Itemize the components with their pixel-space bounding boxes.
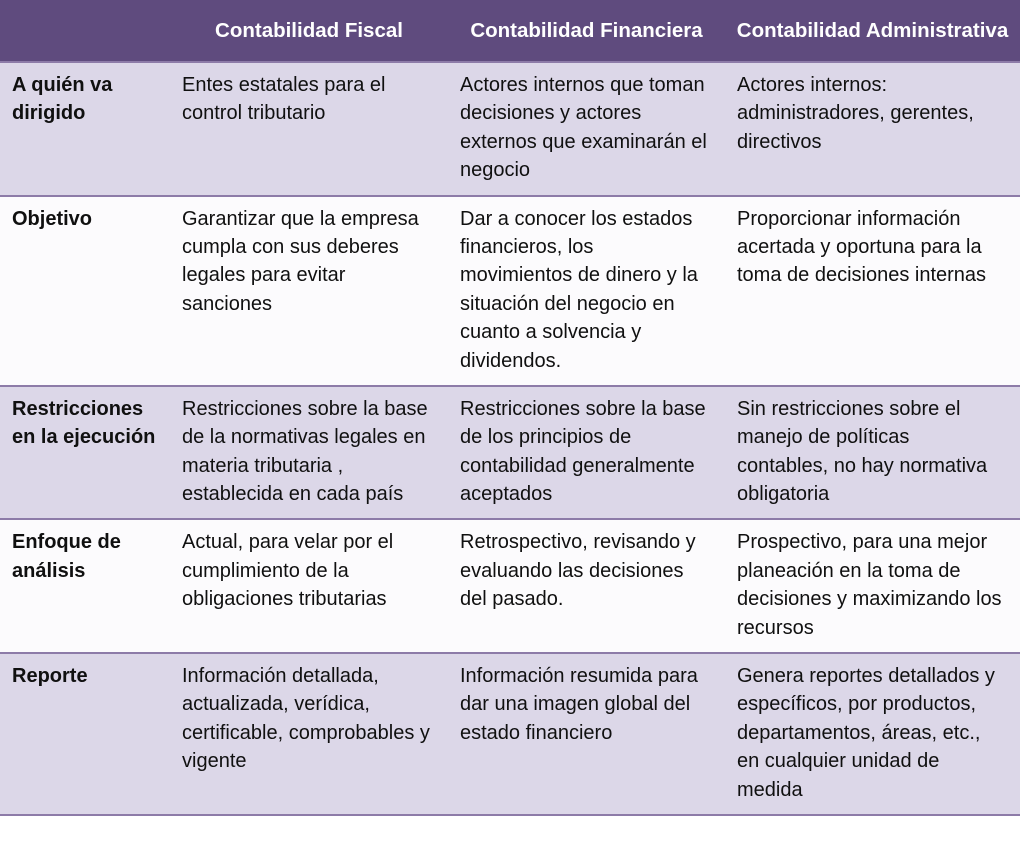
header-row [0, 0, 1020, 62]
cell-administrativa-reporte: Genera reportes detallados y específicos, por productos, departamentos, áreas, etc., en cualquier unidad de medida [737, 665, 995, 801]
row-criterion-restricciones-en-la-ejecucion: Restricciones en la ejecución [12, 397, 156, 449]
cell-administrativa-enfoque-de-analisis: Prospectivo, para una mejor planeación en la toma de decisiones y maximizando los recursos [737, 531, 1002, 639]
cell-financiera-objetivo: Dar a conocer los estados financieros, los movimientos de dinero y la situación del negocio en cuanto a solvencia y dividendos. [460, 207, 698, 372]
row-criterion-enfoque-de-analisis: Enfoque de análisis [12, 531, 121, 582]
table-row [0, 196, 1020, 386]
cell-administrativa-objetivo: Proporcionar información acertada y oportuna para la toma de decisiones internas [737, 207, 987, 287]
table-row [0, 653, 1020, 814]
table-header [0, 0, 1020, 62]
table-body [0, 62, 1020, 814]
table-row [0, 386, 1020, 520]
cell-fiscal-enfoque-de-analisis: Actual, para velar por el cumplimiento de la obligaciones tributarias [182, 531, 394, 611]
cell-fiscal-a-quien-va-dirigido: Entes estatales para el control tributario [182, 74, 386, 125]
cell-administrativa-restricciones-en-la-ejecucion: Sin restricciones sobre el manejo de políticas contables, no hay normativa obligatoria [737, 397, 988, 506]
row-criterion-reporte: Reporte [12, 665, 88, 688]
cell-financiera-enfoque-de-analisis: Retrospectivo, revisando y evaluando las decisiones del pasado. [460, 531, 696, 611]
header-cell-contabilidad-administrativa: Contabilidad Administrativa [736, 18, 1009, 42]
cell-financiera-a-quien-va-dirigido: Actores internos que toman decisiones y actores externos que examinarán el negocio [460, 74, 707, 182]
cell-fiscal-reporte: Información detallada, actualizada, verídica, certificable, comprobables y vigente [182, 665, 430, 773]
cell-financiera-reporte: Información resumida para dar una imagen global del estado financiero [460, 665, 698, 744]
header-cell-contabilidad-financiera: Contabilidad Financiera [470, 18, 703, 42]
table-row [0, 519, 1020, 653]
row-criterion-objetivo: Objetivo [12, 207, 93, 230]
header-cell-contabilidad-fiscal: Contabilidad Fiscal [215, 18, 403, 42]
header-cell-criterion [0, 0, 170, 62]
cell-fiscal-objetivo: Garantizar que la empresa cumpla con sus deberes legales para evitar sanciones [182, 207, 419, 315]
cell-financiera-restricciones-en-la-ejecucion: Restricciones sobre la base de los principios de contabilidad generalmente aceptados [460, 397, 706, 506]
table-row [0, 62, 1020, 196]
cell-fiscal-restricciones-en-la-ejecucion: Restricciones sobre la base de la normativas legales en materia tributaria , establecida en cada país [182, 397, 428, 506]
row-criterion-a-quien-va-dirigido: A quién va dirigido [12, 74, 113, 125]
cell-administrativa-a-quien-va-dirigido: Actores internos: administradores, gerentes, directivos [737, 74, 974, 153]
